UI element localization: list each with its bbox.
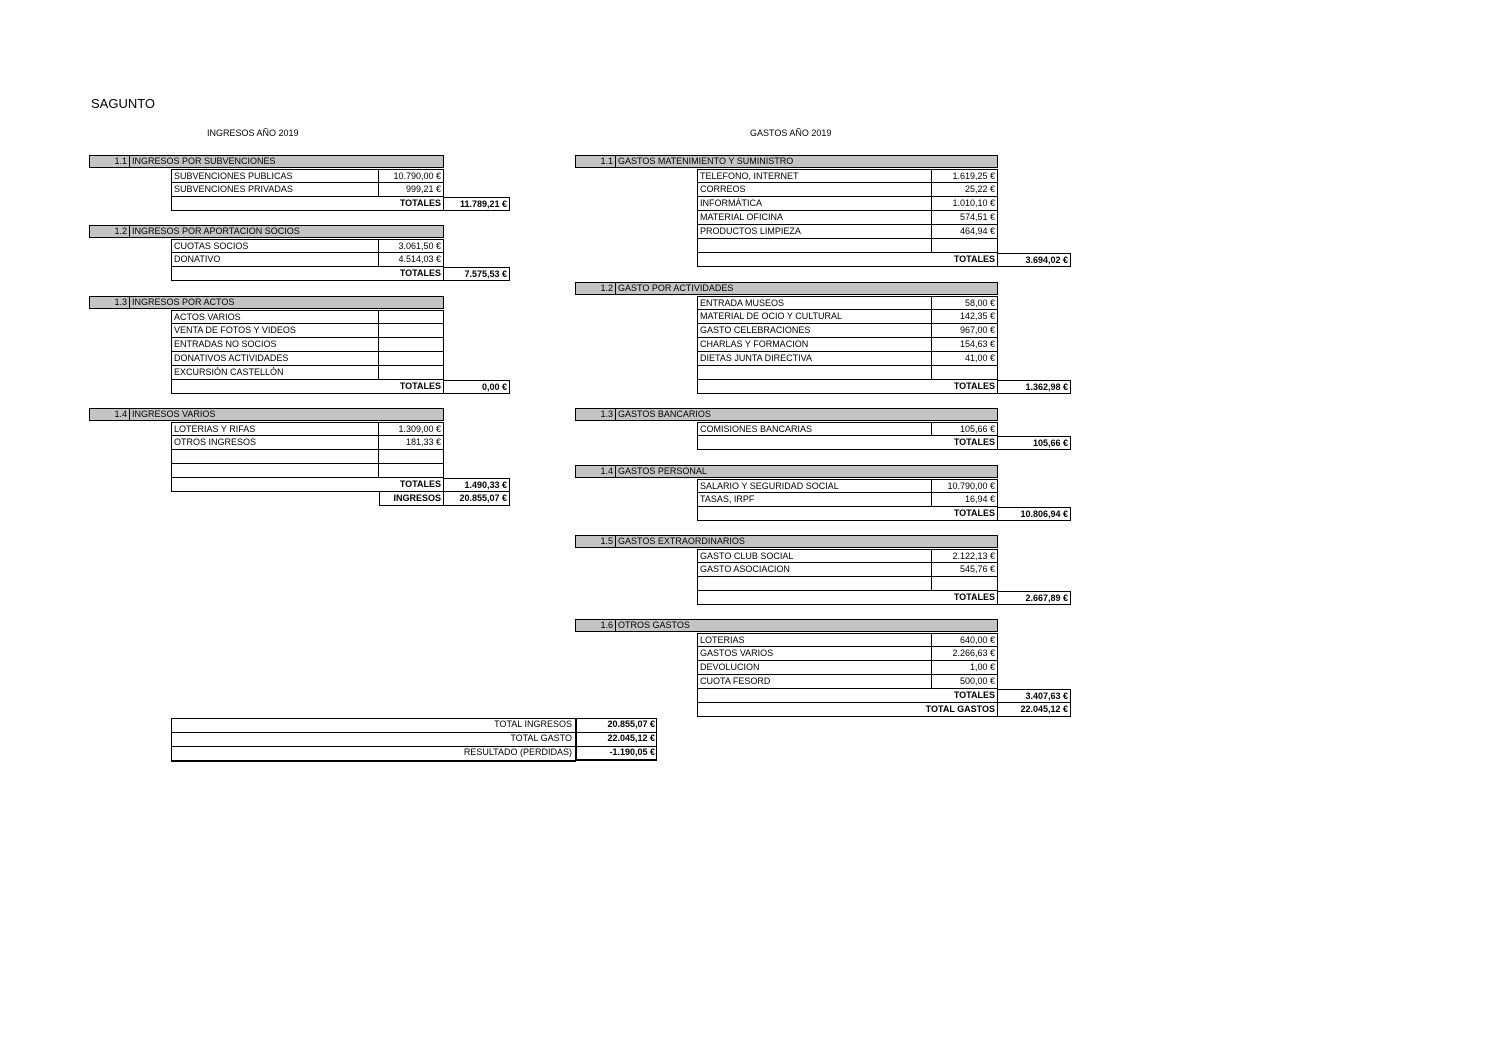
gastos-section-header-s3 (575, 408, 998, 421)
item-label: DONATIVO (171, 253, 379, 267)
item-value: 41,00 € (932, 352, 998, 366)
item-value: 967,00 € (932, 324, 998, 338)
section-total-value: 0,00 € (444, 380, 510, 394)
total-ingresos-label: TOTAL INGRESOS (494, 719, 572, 729)
item-label: GASTOS VARIOS (697, 647, 932, 661)
ingresos-section-header-s4 (89, 408, 444, 421)
gastos-grand-value: 22.045,12 € (998, 703, 1071, 717)
section-total-value: 7.575,53 € (444, 267, 510, 281)
item-label: MATERIAL OFICINA (697, 211, 932, 225)
section-total-value: 1.362,98 € (998, 380, 1071, 394)
section-label: GASTOS MATENIMIENTO Y SUMINISTRO (618, 156, 794, 166)
item-value (932, 366, 998, 380)
item-value: 181,33 € (379, 436, 444, 450)
gastos-grand-label: TOTAL GASTOS (697, 703, 998, 717)
ingresos-grand-label: INGRESOS (379, 492, 444, 506)
gastos-section-header-s4 (575, 465, 998, 478)
section-label: INGRESOS POR SUBVENCIONES (132, 156, 276, 166)
item-value: 464,94 € (932, 225, 998, 239)
totales-label: TOTALES (171, 267, 444, 281)
item-value (379, 338, 444, 352)
item-value (932, 239, 998, 253)
item-value (932, 577, 998, 591)
section-label: GASTOS EXTRAORDINARIOS (618, 536, 745, 546)
item-value: 142,35 € (932, 310, 998, 324)
section-number: 1.3 (90, 297, 130, 308)
item-value: 58,00 € (932, 296, 998, 310)
section-label: GASTOS BANCARIOS (618, 409, 711, 419)
section-label: INGRESOS VARIOS (132, 409, 216, 419)
section-number: 1.2 (576, 283, 616, 294)
item-label: GASTO ASOCIACION (697, 563, 932, 577)
totales-label: TOTALES (697, 689, 998, 703)
item-value (379, 464, 444, 478)
section-number: 1.5 (576, 536, 616, 547)
ingresos-section-header-s1 (89, 155, 444, 168)
item-value (379, 310, 444, 324)
item-label (697, 366, 932, 380)
item-label: CORREOS (697, 183, 932, 197)
item-value: 10.790,00 € (932, 479, 998, 493)
item-label: ENTRADA MUSEOS (697, 296, 932, 310)
item-label: GASTO CLUB SOCIAL (697, 549, 932, 563)
section-total-value: 105,66 € (998, 436, 1071, 450)
item-value (379, 366, 444, 380)
section-total-value: 1.490,33 € (444, 478, 510, 492)
item-label: SUBVENCIONES PRIVADAS (171, 183, 379, 197)
ingresos-title: INGRESOS AÑO 2019 (207, 128, 299, 138)
item-label: TELEFONO, INTERNET (697, 169, 932, 183)
item-label: ACTOS VARIOS (171, 310, 379, 324)
gastos-section-header-s6 (575, 619, 998, 632)
item-value: 154,63 € (932, 338, 998, 352)
item-label (697, 239, 932, 253)
item-value: 999,21 € (379, 183, 444, 197)
item-value: 1.010,10 € (932, 197, 998, 211)
item-value: 640,00 € (932, 633, 998, 647)
item-value (379, 324, 444, 338)
gastos-section-header-s2 (575, 282, 998, 295)
item-label: ENTRADAS NO SOCIOS (171, 338, 379, 352)
item-value: 1.619,25 € (932, 169, 998, 183)
section-total-value: 2.667,89 € (998, 591, 1071, 605)
item-value: 10.790,00 € (379, 169, 444, 183)
totales-label: TOTALES (697, 507, 998, 521)
item-label: GASTO CELEBRACIONES (697, 324, 932, 338)
totales-label: TOTALES (697, 436, 998, 450)
section-number: 1.1 (576, 156, 616, 167)
totales-label: TOTALES (697, 380, 998, 394)
item-value: 574,51 € (932, 211, 998, 225)
totales-label: TOTALES (697, 591, 998, 605)
item-value (379, 352, 444, 366)
item-label: CUOTAS SOCIOS (171, 239, 379, 253)
item-label (171, 464, 379, 478)
item-label: OTROS INGRESOS (171, 436, 379, 450)
section-label: GASTO POR ACTIVIDADES (618, 283, 734, 293)
item-value: 4.514,03 € (379, 253, 444, 267)
item-label: SUBVENCIONES PUBLICAS (171, 169, 379, 183)
section-label: INGRESOS POR ACTOS (132, 297, 235, 307)
item-label: CUOTA FESORD (697, 675, 932, 689)
item-label: DONATIVOS ACTIVIDADES (171, 352, 379, 366)
section-total-value: 11.789,21 € (444, 197, 510, 211)
section-number: 1.1 (90, 156, 130, 167)
item-value: 105,66 € (932, 422, 998, 436)
item-value: 3.061,50 € (379, 239, 444, 253)
item-label (697, 577, 932, 591)
section-label: INGRESOS POR APORTACION SOCIOS (132, 226, 300, 236)
total-gasto-label: TOTAL GASTO (510, 733, 572, 743)
item-value: 1.309,00 € (379, 422, 444, 436)
section-number: 1.4 (576, 466, 616, 477)
ingresos-section-header-s3 (89, 296, 444, 309)
item-label: COMISIONES BANCARIAS (697, 422, 932, 436)
item-value: 2.122,13 € (932, 549, 998, 563)
section-total-value: 3.694,02 € (998, 253, 1071, 267)
item-value: 25,22 € (932, 183, 998, 197)
totales-label: TOTALES (697, 253, 998, 267)
totales-label: TOTALES (171, 197, 444, 211)
section-total-value: 3.407,63 € (998, 689, 1071, 703)
section-number: 1.6 (576, 620, 616, 631)
item-value: 500,00 € (932, 675, 998, 689)
item-label: DEVOLUCION (697, 661, 932, 675)
item-value (379, 450, 444, 464)
item-label: MATERIAL DE OCIO Y CULTURAL (697, 310, 932, 324)
ingresos-grand-value: 20.855,07 € (444, 492, 510, 506)
item-label: SALARIO Y SEGURIDAD SOCIAL (697, 479, 932, 493)
section-label: GASTOS PERSONAL (618, 466, 707, 476)
item-label: PRODUCTOS LIMPIEZA (697, 225, 932, 239)
item-label: TASAS, IRPF (697, 493, 932, 507)
item-value: 545,76 € (932, 563, 998, 577)
item-value: 2.266,63 € (932, 647, 998, 661)
item-value: 1,00 € (932, 661, 998, 675)
total-gasto-value: 22.045,12 € (607, 733, 655, 743)
item-label: LOTERIAS (697, 633, 932, 647)
item-label: EXCURSIÓN CASTELLÓN (171, 366, 379, 380)
item-label: LOTERIAS Y RIFAS (171, 422, 379, 436)
section-total-value: 10.806,94 € (998, 507, 1071, 521)
totales-label: TOTALES (171, 380, 444, 394)
section-number: 1.4 (90, 409, 130, 420)
ingresos-section-header-s2 (89, 225, 444, 238)
item-label: VENTA DE FOTOS Y VIDEOS (171, 324, 379, 338)
gastos-section-header-s5 (575, 535, 998, 548)
totales-label: TOTALES (171, 478, 444, 492)
item-label (171, 450, 379, 464)
section-number: 1.2 (90, 226, 130, 237)
item-value: 16,94 € (932, 493, 998, 507)
section-label: OTROS GASTOS (618, 620, 690, 630)
section-number: 1.3 (576, 409, 616, 420)
item-label: CHARLAS Y FORMACION (697, 338, 932, 352)
total-ingresos-value: 20.855,07 € (607, 719, 655, 729)
resultado-label: RESULTADO (PERDIDAS) (463, 747, 572, 757)
gastos-title: GASTOS AÑO 2019 (750, 128, 832, 138)
resultado-value: -1.190,05 € (609, 747, 655, 757)
gastos-section-header-s1 (575, 155, 998, 168)
item-label: INFORMÁTICA (697, 197, 932, 211)
page-title: SAGUNTO (91, 96, 156, 111)
item-label: DIETAS JUNTA DIRECTIVA (697, 352, 932, 366)
